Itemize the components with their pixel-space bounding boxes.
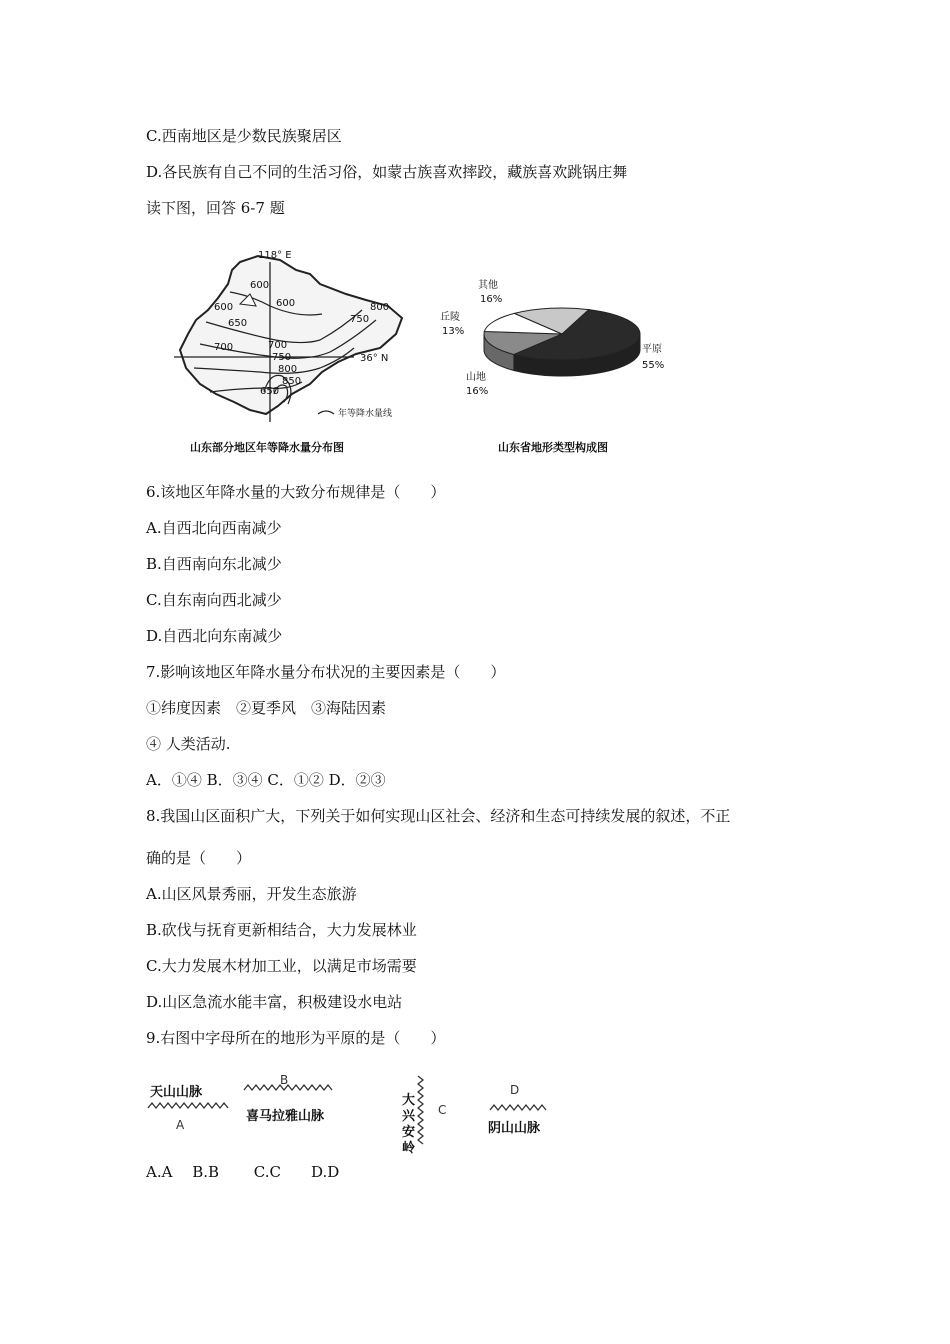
slice-name-other: 其他	[478, 280, 498, 291]
slice-name-mountains: 山地	[466, 372, 486, 383]
svg-text:大: 大	[402, 1093, 416, 1108]
slice-label-mountains: 16%	[466, 386, 489, 397]
q8-option-c: C.大力发展木材加工业，以满足市场需要	[146, 957, 417, 975]
q6-option-d: D.自西北向东南减少	[146, 627, 283, 645]
question-6: 6.该地区年降水量的大致分布规律是（ ）	[146, 483, 446, 501]
isohyet-label: 600	[276, 298, 296, 309]
isohyet-legend-symbol	[318, 411, 334, 414]
q7-factors: ①纬度因素 ②夏季风 ③海陆因素	[146, 699, 387, 717]
letter-b: B	[280, 1073, 289, 1087]
slice-name-plain: 平原	[642, 344, 662, 355]
himalaya-range-symbol	[244, 1085, 332, 1090]
isohyet-label: 750	[272, 352, 292, 363]
yinshan-label: 阴山山脉	[488, 1121, 541, 1136]
letter-a: A	[176, 1118, 185, 1132]
option-d-customs: D.各民族有自己不同的生活习俗，如蒙古族喜欢摔跤，藏族喜欢跳锅庄舞	[146, 163, 628, 181]
isohyet-label: 800	[278, 364, 298, 375]
yinshan-range-symbol	[490, 1105, 546, 1110]
precipitation-map	[170, 244, 432, 460]
parallel-label: 36° N	[360, 353, 389, 364]
letter-d: D	[510, 1083, 520, 1097]
letter-c: C	[438, 1103, 447, 1117]
slice-label-other: 16%	[480, 294, 503, 305]
slice-name-hills: 丘陵	[440, 312, 460, 323]
question-8-cont: 确的是（ ）	[146, 849, 252, 867]
slice-label-hills: 13%	[442, 326, 465, 337]
option-c-minorities: C.西南地区是少数民族聚居区	[146, 127, 342, 145]
daxinganling-label	[402, 1092, 416, 1156]
isohyet-label: 700	[214, 342, 234, 353]
himalaya-label: 喜马拉雅山脉	[246, 1109, 325, 1124]
isohyet-label: 700	[268, 340, 288, 351]
q9-options: A.A B.B C.C D.D	[146, 1163, 340, 1181]
question-7: 7.影响该地区年降水量分布状况的主要因素是（ ）	[146, 663, 506, 681]
isohyet-label: 750	[350, 314, 370, 325]
isohyet-label: 600	[214, 302, 234, 313]
q7-options: A．①④ B．③④ C．①② D．②③	[146, 771, 386, 789]
mountain-ranges-figure	[140, 1066, 580, 1162]
isohyet-label: 850	[282, 376, 302, 387]
q8-option-b: B.砍伐与抚育更新相结合，大力发展林业	[146, 921, 417, 939]
q6-option-a: A.自西北向西南减少	[146, 519, 282, 537]
question-9: 9.右图中字母所在的地形为平原的是（ ）	[146, 1029, 446, 1047]
isohyet-label: 650	[228, 318, 248, 329]
tianshan-label: 天山山脉	[150, 1085, 203, 1100]
q7-factor-4: ④ 人类活动.	[146, 735, 231, 753]
map-legend: 年等降水量线	[338, 409, 393, 419]
daxinganling-range-symbol	[418, 1076, 423, 1144]
terrain-pie-chart	[432, 244, 672, 460]
chart-title: 山东省地形类型构成图	[498, 441, 608, 454]
slice-label-plain: 55%	[642, 360, 665, 371]
map-caption: 山东部分地区年等降水量分布图	[190, 441, 344, 454]
q8-option-d: D.山区急流水能丰富，积极建设水电站	[146, 993, 403, 1011]
question-8: 8.我国山区面积广大，下列关于如何实现山区社会、经济和生态可持续发展的叙述，不正	[146, 807, 731, 825]
isohyet-label: 800	[370, 302, 390, 313]
tianshan-range-symbol	[148, 1103, 228, 1108]
q8-option-a: A.山区风景秀丽，开发生态旅游	[146, 885, 357, 903]
figure-instruction: 读下图，回答 6-7 题	[146, 199, 285, 217]
svg-text:岭: 岭	[402, 1141, 416, 1156]
q6-option-c: C.自东南向西北减少	[146, 591, 282, 609]
svg-text:兴: 兴	[402, 1109, 416, 1124]
isohyet-label: 650	[260, 386, 280, 397]
q6-option-b: B.自西南向东北减少	[146, 555, 282, 573]
meridian-label: 118° E	[258, 250, 292, 261]
svg-text:安: 安	[402, 1125, 416, 1140]
isohyet-label: 600	[250, 280, 270, 291]
